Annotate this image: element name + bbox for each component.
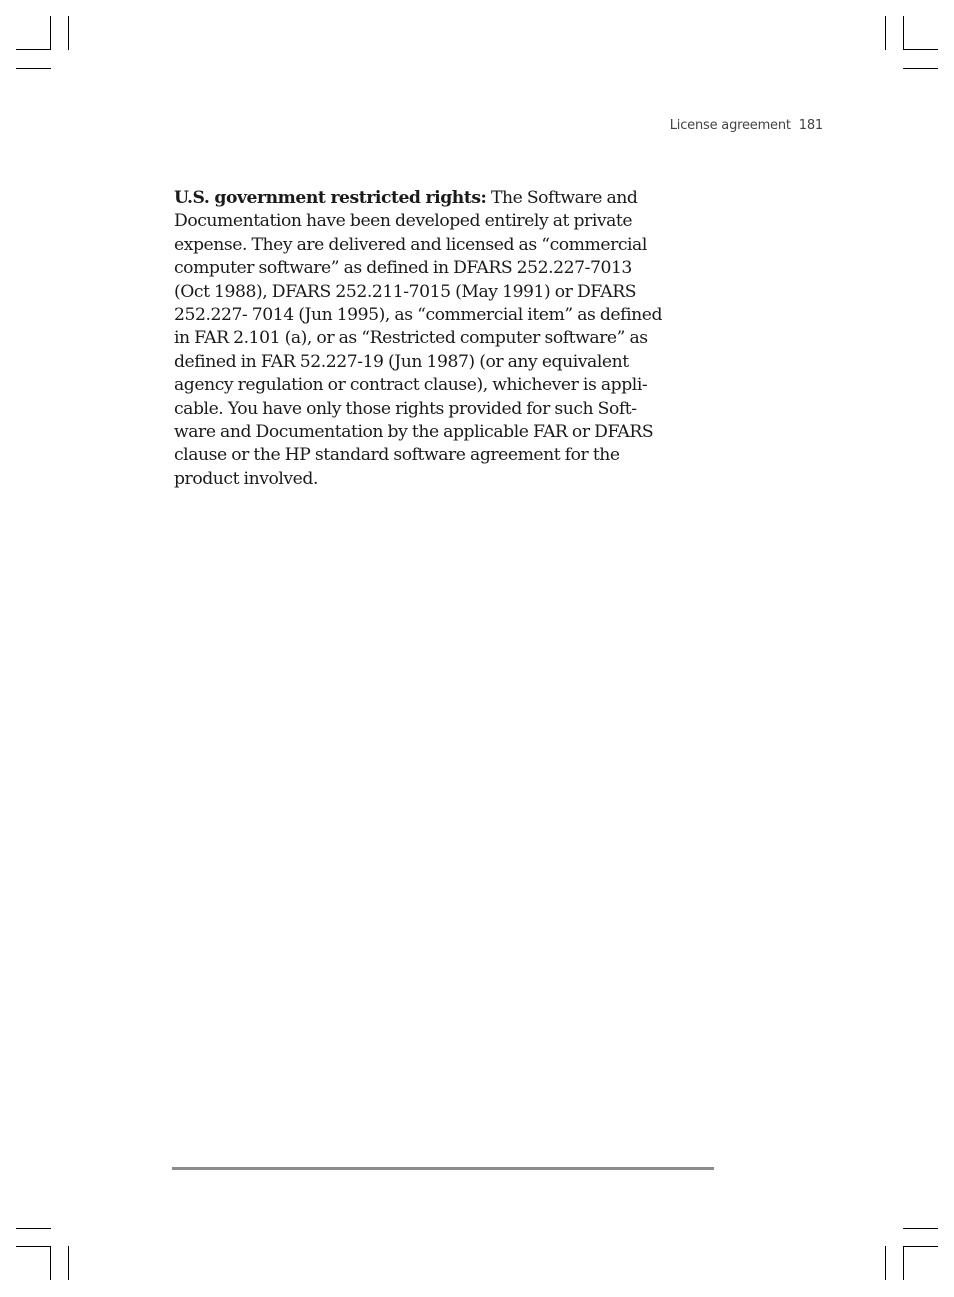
crop-mark [16,49,51,50]
paragraph-line: expense. They are delivered and licensed as “commercial [174,234,647,255]
paragraph-line: in FAR 2.101 (a), or as “Restricted computer software” as [174,328,648,349]
crop-mark [16,1228,51,1229]
body-paragraph [174,187,714,491]
crop-mark [68,16,69,50]
paragraph-line: agency regulation or contract clause), whichever is appli- [174,375,648,396]
paragraph-line: 252.227- 7014 (Jun 1995), as “commercial item” as defined [174,305,663,326]
page-number: 181 [798,118,823,133]
running-header [670,118,823,133]
crop-mark [68,1246,69,1280]
crop-mark [903,1246,904,1280]
paragraph-line: computer software” as defined in DFARS 252.227-7013 [174,258,632,279]
paragraph-line: defined in FAR 52.227-19 (Jun 1987) (or any equivalent [174,351,629,372]
crop-mark [16,1246,51,1247]
paragraph-line: cable. You have only those rights provided for such Soft- [174,398,637,419]
paragraph-line-text: The Software and [486,188,638,208]
footer-rule [172,1167,714,1170]
crop-mark [885,1246,886,1280]
crop-mark [903,16,904,50]
paragraph-lead-in: U.S. government restricted rights: [174,188,487,208]
crop-mark [16,68,51,69]
section-title: License agreement [669,118,791,133]
crop-mark [885,16,886,50]
crop-mark [50,16,51,50]
crop-mark [903,1246,938,1247]
crop-mark [903,68,938,69]
crop-mark [50,1246,51,1280]
paragraph-line: Documentation have been developed entirely at private [174,211,633,232]
paragraph-line: product involved. [174,468,318,489]
crop-mark [903,1228,938,1229]
paragraph-line [174,187,714,210]
paragraph-line: clause or the HP standard software agreement for the [174,445,620,466]
crop-mark [903,49,938,50]
paragraph-line: ware and Documentation by the applicable FAR or DFARS [174,422,654,443]
paragraph-line: (Oct 1988), DFARS 252.211-7015 (May 1991) or DFARS [174,281,637,302]
